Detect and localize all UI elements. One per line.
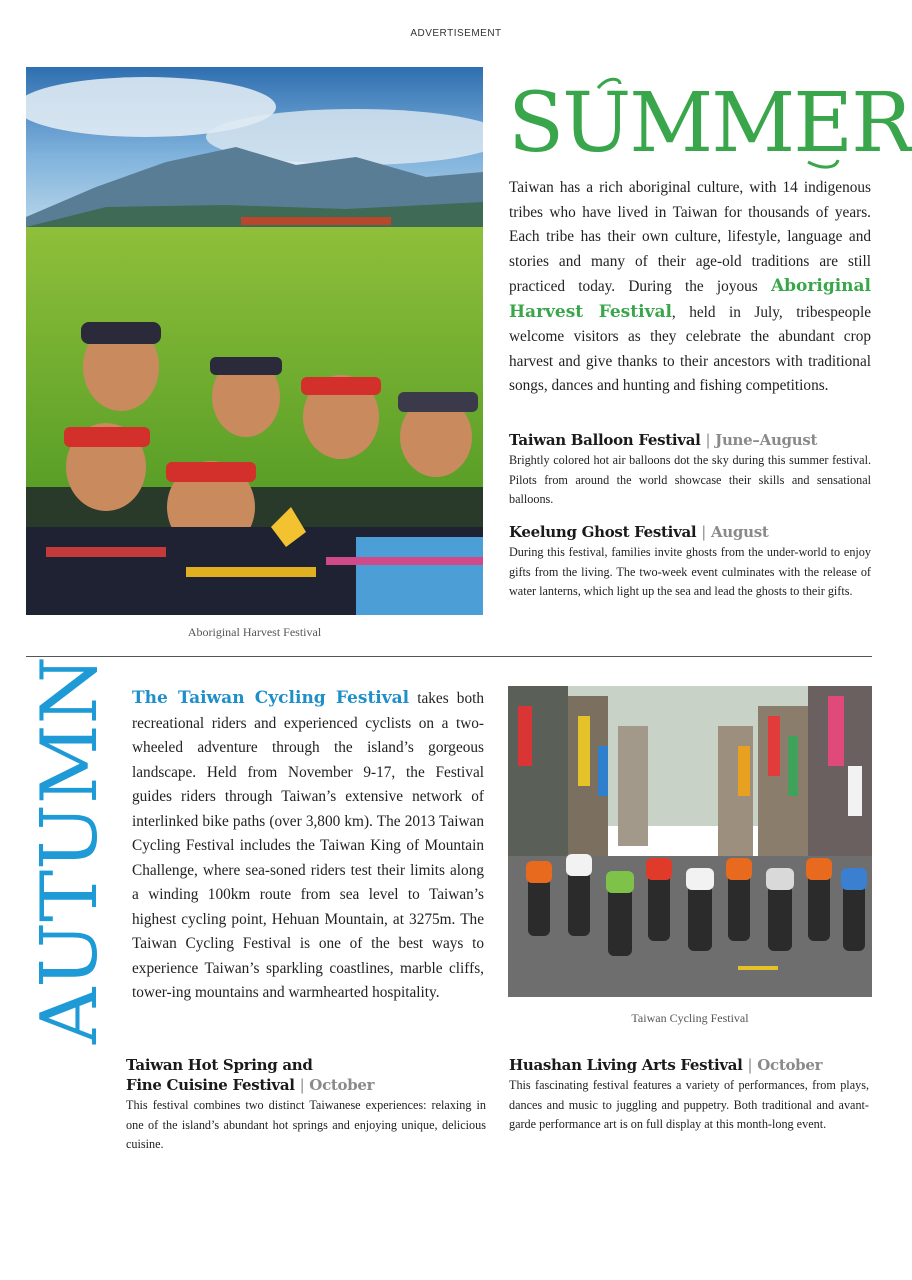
- event-title: [509, 1055, 869, 1075]
- summer-title-text: SUMMER: [508, 76, 911, 171]
- event-date: October: [309, 1076, 375, 1094]
- event-title: [509, 522, 871, 542]
- event-name: Keelung Ghost Festival: [509, 523, 697, 541]
- summer-lead-rest: , held in July, tribespeople welcome visitors as they celebrate the abundant crop harvest and give thanks to their ancestors with traditional songs, dances and hunting and fishing competitions.: [509, 303, 871, 394]
- autumn-lead-rest: takes both recreational riders and experienced cyclists on a two-wheeled adventure through the island’s gorgeous landscape. Held from November 9-17, the Festival guides riders through Taiwan’s extensive network of interlinked bike paths (over 3,800 km). The 2013 Taiwan Cycling Festival includes the Taiwan King of Mountain Challenge, where sea-soned riders test their limits along a winding 100km route from sea level to Taiwan’s highest cycling point, Hehuan Mountain, at 3275m. The Taiwan Cycling Festival is one of the best ways to experience Taiwan’s sparkling coastlines, marble cliffs, tower-ing mountains and warmhearted hospitality.: [132, 690, 484, 1001]
- event-huashan-festival: [509, 1055, 869, 1135]
- cycling-festival-highlight: The Taiwan Cycling Festival: [132, 688, 410, 708]
- cycling-festival-photo: [508, 686, 872, 997]
- autumn-title-text: AUTUMN: [25, 656, 115, 1044]
- event-title: [509, 430, 871, 450]
- summer-flourish-icon: [508, 70, 848, 178]
- event-date: October: [757, 1056, 823, 1074]
- event-title: [126, 1055, 486, 1095]
- aboriginal-festival-highlight: Aboriginal Harvest Festival: [509, 276, 871, 322]
- aboriginal-photo-caption: Aboriginal Harvest Festival: [187, 625, 322, 639]
- event-description: Brightly colored hot air balloons dot the sky during this summer festival. Pilots from around the world showcase their skills and sensational balloons.: [509, 453, 871, 506]
- summer-lead-paragraph: [509, 176, 871, 399]
- event-separator: |: [747, 1056, 753, 1074]
- event-ghost-festival: [509, 522, 871, 602]
- event-date: August: [710, 523, 769, 541]
- summer-title: [508, 70, 911, 178]
- event-separator: |: [299, 1076, 305, 1094]
- event-hot-spring-festival: [126, 1055, 486, 1155]
- event-balloon-festival: [509, 430, 871, 510]
- advertisement-label: ADVERTISEMENT: [410, 28, 502, 39]
- event-name: Huashan Living Arts Festival: [509, 1056, 743, 1074]
- cycling-photo-caption: Taiwan Cycling Festival: [631, 1011, 749, 1025]
- autumn-title: [25, 656, 115, 1044]
- event-description: During this festival, families invite ghosts from the under-world to enjoy gifts from the living. The two-week event culminates with the release of water lanterns, which light up the sea and lead the ghosts to their gifts.: [509, 545, 871, 598]
- event-name-line1: Taiwan Hot Spring and: [126, 1056, 313, 1074]
- event-date: June–August: [715, 431, 818, 449]
- event-separator: |: [705, 431, 711, 449]
- event-description: This fascinating festival features a variety of performances, from plays, dances and music to juggling and puppetry. Both traditional and avant-garde performance art is on full display at this month-long event.: [509, 1078, 869, 1131]
- section-divider: [26, 656, 872, 657]
- event-description: This festival combines two distinct Taiwanese experiences: relaxing in one of the island’s abundant hot springs and enjoying unique, delicious cuisine.: [126, 1098, 486, 1151]
- event-separator: |: [701, 523, 707, 541]
- event-name-line2: Fine Cuisine Festival: [126, 1076, 295, 1094]
- summer-lead-intro: Taiwan has a rich aboriginal culture, with 14 indigenous tribes who have lived in Taiwan for thousands of years. Each tribe has their own culture, lifestyle, language and stories and many of their age-old traditions are still practiced today. During the joyous: [509, 179, 871, 295]
- aboriginal-harvest-photo: [26, 67, 483, 615]
- event-name: Taiwan Balloon Festival: [509, 431, 701, 449]
- autumn-lead-paragraph: [132, 686, 484, 1006]
